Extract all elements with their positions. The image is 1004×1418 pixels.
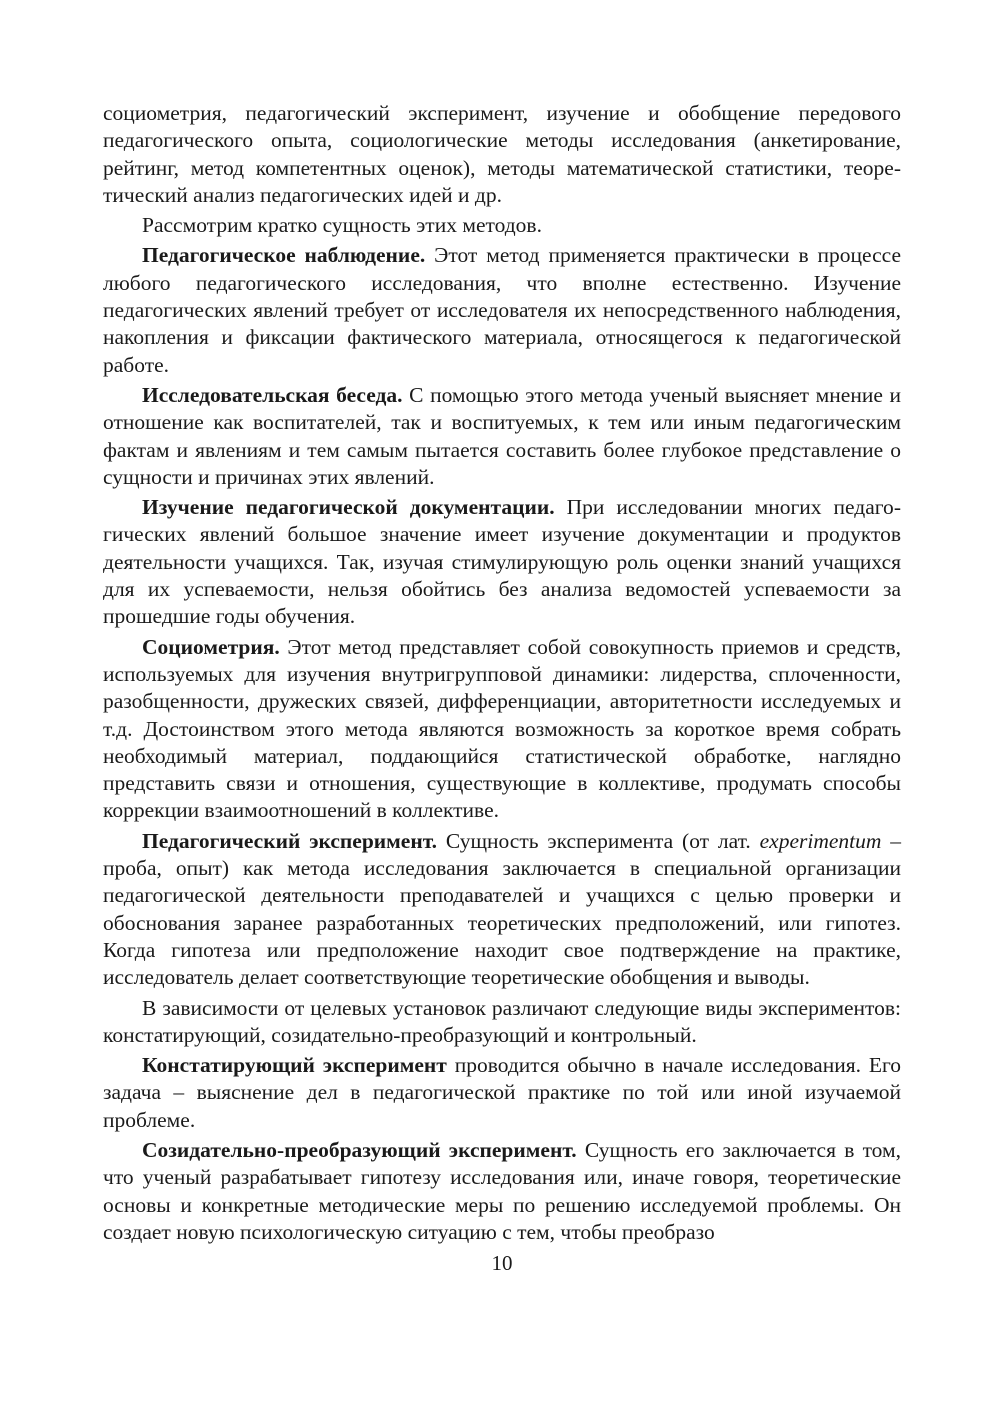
- paragraph-text: С помощью этого метода ученый выясняет мнение и отношение как воспитателей, так и воспитуемых, к тем или иным педагогическим фактам и явлениям и тем самым пытается составить более глубокое представление о сущности и причинах этих явлений.: [103, 382, 901, 489]
- page-number: 10: [491, 1251, 513, 1275]
- paragraph-text: Этот метод представляет собой совокупность приемов и средств, используемых для изучения внутригрупповой динамики: лидерства, сплоченности, разобщенности, дружеских связей, дифференциации, авторитетности исследуемых и т.д. Достоинством этого метода являются возможность за короткое время собрать необходимый материал, поддающийся статистической обработке, наглядно представить связи и отношения, существующие в коллективе, продумать способы коррекции взаимоотношений в коллективе.: [103, 634, 901, 823]
- paragraph-heading: Изучение педагогической документации.: [142, 495, 555, 520]
- paragraph-heading: Социометрия.: [142, 634, 280, 659]
- paragraph-heading: Созидательно-преобразующий эксперимент.: [142, 1137, 577, 1162]
- paragraph-text: В зависимости от целевых установок различают следующие виды экспериментов: констатирующий, созидательно-преобразующий и контрольный.: [103, 995, 901, 1047]
- paragraph-experiment: [103, 828, 901, 992]
- paragraph-text: проводится обычно в начале исследования. Его задача – выяснение дел в педагогической практике по той или иной изучаемой проблеме.: [103, 1053, 901, 1132]
- paragraph-italic-term: experimentum: [759, 828, 882, 853]
- paragraph-conversation: [103, 382, 901, 491]
- paragraph-intro: [103, 212, 901, 239]
- paragraph-text: Рассмотрим кратко сущность этих методов.: [142, 213, 542, 238]
- paragraph-text: Сущность его заключается в том, что ученый разрабатывает гипотезу исследования или, иначе говоря, теоретические основы и конкретные методические меры по решению исследуемой проблемы. Он создает новую психологическую ситуацию с тем, чтобы преобразо: [103, 1137, 902, 1244]
- paragraph-heading: Педагогический эксперимент.: [142, 828, 438, 853]
- paragraph-experiment-types: [103, 995, 901, 1050]
- paragraph-observation: [103, 242, 901, 378]
- paragraph-transforming-experiment: [103, 1137, 901, 1246]
- paragraph-text: При исследовании многих педагогических явлений большое значение имеет изучение документации и продуктов деятельности учащихся. Так, изучая стимулирующую роль оценки знаний учащихся для их успеваемости, нельзя обойтись без анализа ведомостей успеваемости за прошедшие годы обучения.: [103, 495, 901, 629]
- paragraph-methods-list: [103, 100, 901, 209]
- paragraph-heading: Педагогическое наблюдение.: [142, 243, 426, 268]
- page-body: [103, 100, 901, 1249]
- paragraph-text: Сущность эксперимента (от лат.: [437, 828, 760, 853]
- paragraph-text: социометрия, педагогический эксперимент, изучение и обобщение передового педагогического опыта, социологические методы исследования (анкетирование, рейтинг, метод компетентных оценок), методы математической статистики, теоретический анализ педагогических идей и др.: [103, 101, 901, 207]
- paragraph-heading: Исследовательская беседа.: [142, 382, 403, 407]
- paragraph-text: – проба, опыт) как метода исследования заключается в специальной организации педагогической деятельности преподавателей и учащихся с целью проверки и обоснования заранее разработанных теоретических предположений, или гипотез. Когда гипотеза или предположение находит свое подтверждение на практике, исследователь делает соответствующие теоретические обобщения и выводы.: [103, 828, 901, 990]
- paragraph-documentation: [103, 494, 901, 630]
- paragraph-heading: Констатирующий эксперимент: [142, 1053, 447, 1078]
- paragraph-sociometry: [103, 634, 901, 825]
- paragraph-ascertaining-experiment: [103, 1052, 901, 1134]
- paragraph-text: Этот метод применяется практически в процессе любого педагогического исследования, что вполне естественно. Изучение педагогических явлений требует от исследователя их непосредственного наблюдения, накопления и фиксации фактического материала, относящегося к педагогической работе.: [103, 243, 901, 377]
